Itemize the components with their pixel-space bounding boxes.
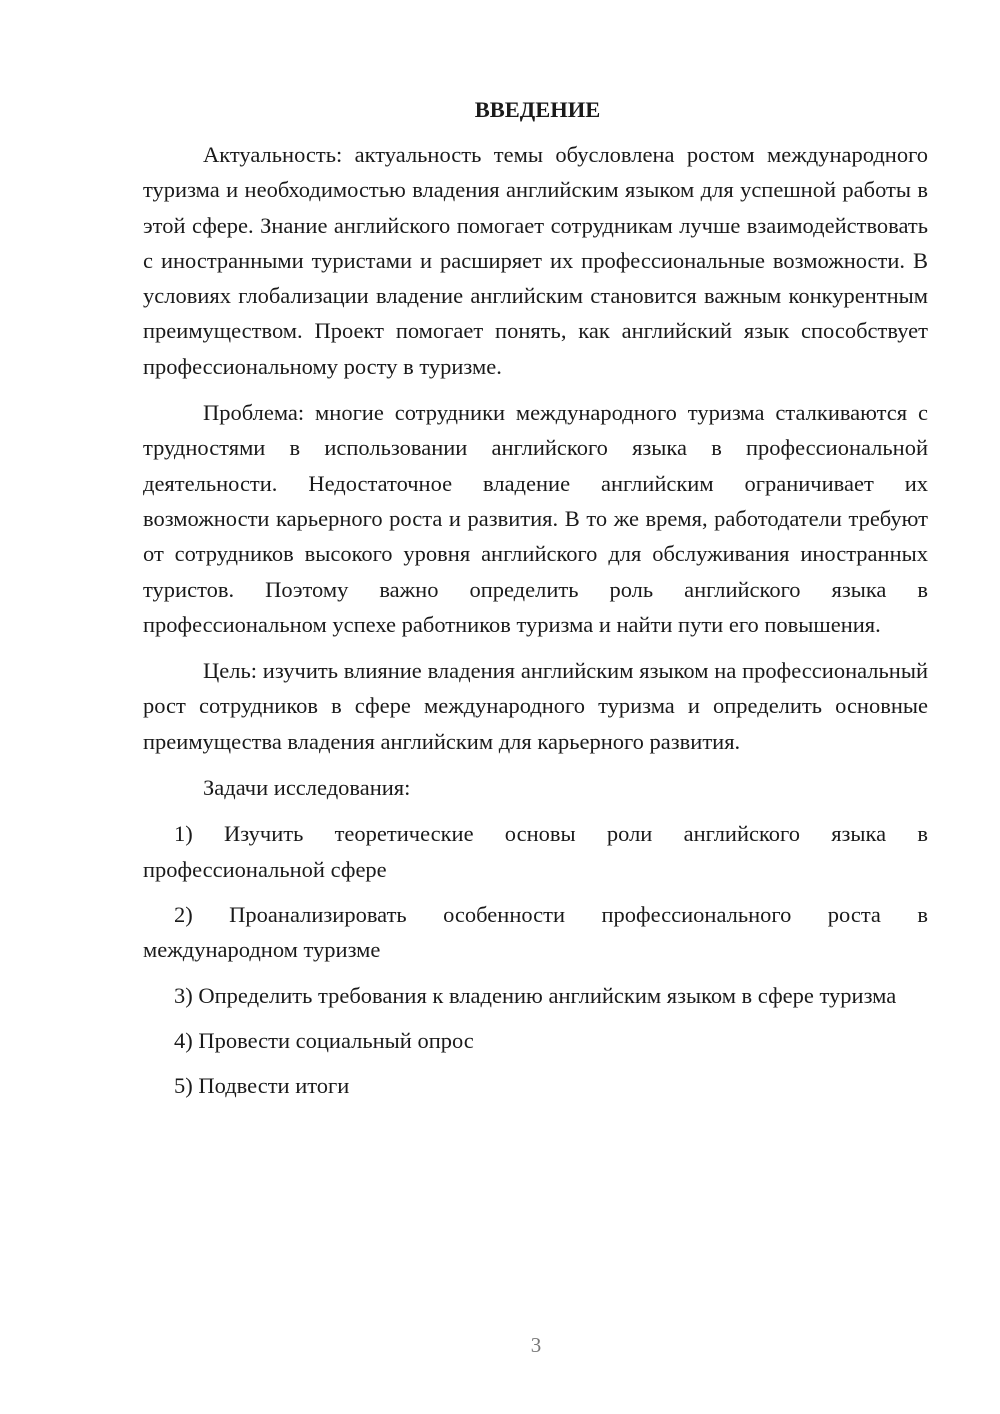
task-item: 1) Изучить теоретические основы роли английского языка в профессиональной сфере <box>143 821 928 882</box>
paragraph-relevance: Актуальность: актуальность темы обусловлена ростом международного туризма и необходимостью владения английским языком для успешной работы в этой сфере. Знание английского помогает сотрудникам лучше взаимодействовать с иностранными туристами и расширяет их профессиональные возможности. В условиях глобализации владение английским становится важным конкурентным преимуществом. Проект помогает понять, как английский язык способствует профессиональному росту в туризме. <box>143 142 928 379</box>
page-number: 3 <box>530 1333 542 1357</box>
task-list <box>143 816 928 1103</box>
page-content <box>143 92 928 1113</box>
task-item: 5) Подвести итоги <box>174 1073 350 1099</box>
tasks-title: Задачи исследования: <box>203 775 411 801</box>
paragraph-problem: Проблема: многие сотрудники международного туризма сталкиваются с трудностями в использовании английского языка в профессиональной деятельности. Недостаточное владение английским ограничивает их возможности карьерного роста и развития. В то же время, работодатели требуют от сотрудников высокого уровня английского для обслуживания иностранных туристов. Поэтому важно определить роль английского языка в профессиональном успехе работников туризма и найти пути его повышения. <box>143 400 928 637</box>
section-heading: ВВЕДЕНИЕ <box>474 97 601 122</box>
task-item: 3) Определить требования к владению английским языком в сфере туризма <box>174 982 897 1008</box>
task-item: 2) Проанализировать особенности профессионального роста в международном туризме <box>143 901 928 963</box>
task-item: 4) Провести социальный опрос <box>174 1027 474 1053</box>
paragraph-goal: Цель: изучить влияние владения английским языком на профессиональный рост сотрудников в сфере международного туризма и определить основные преимущества владения английским для карьерного развития. <box>143 658 928 754</box>
